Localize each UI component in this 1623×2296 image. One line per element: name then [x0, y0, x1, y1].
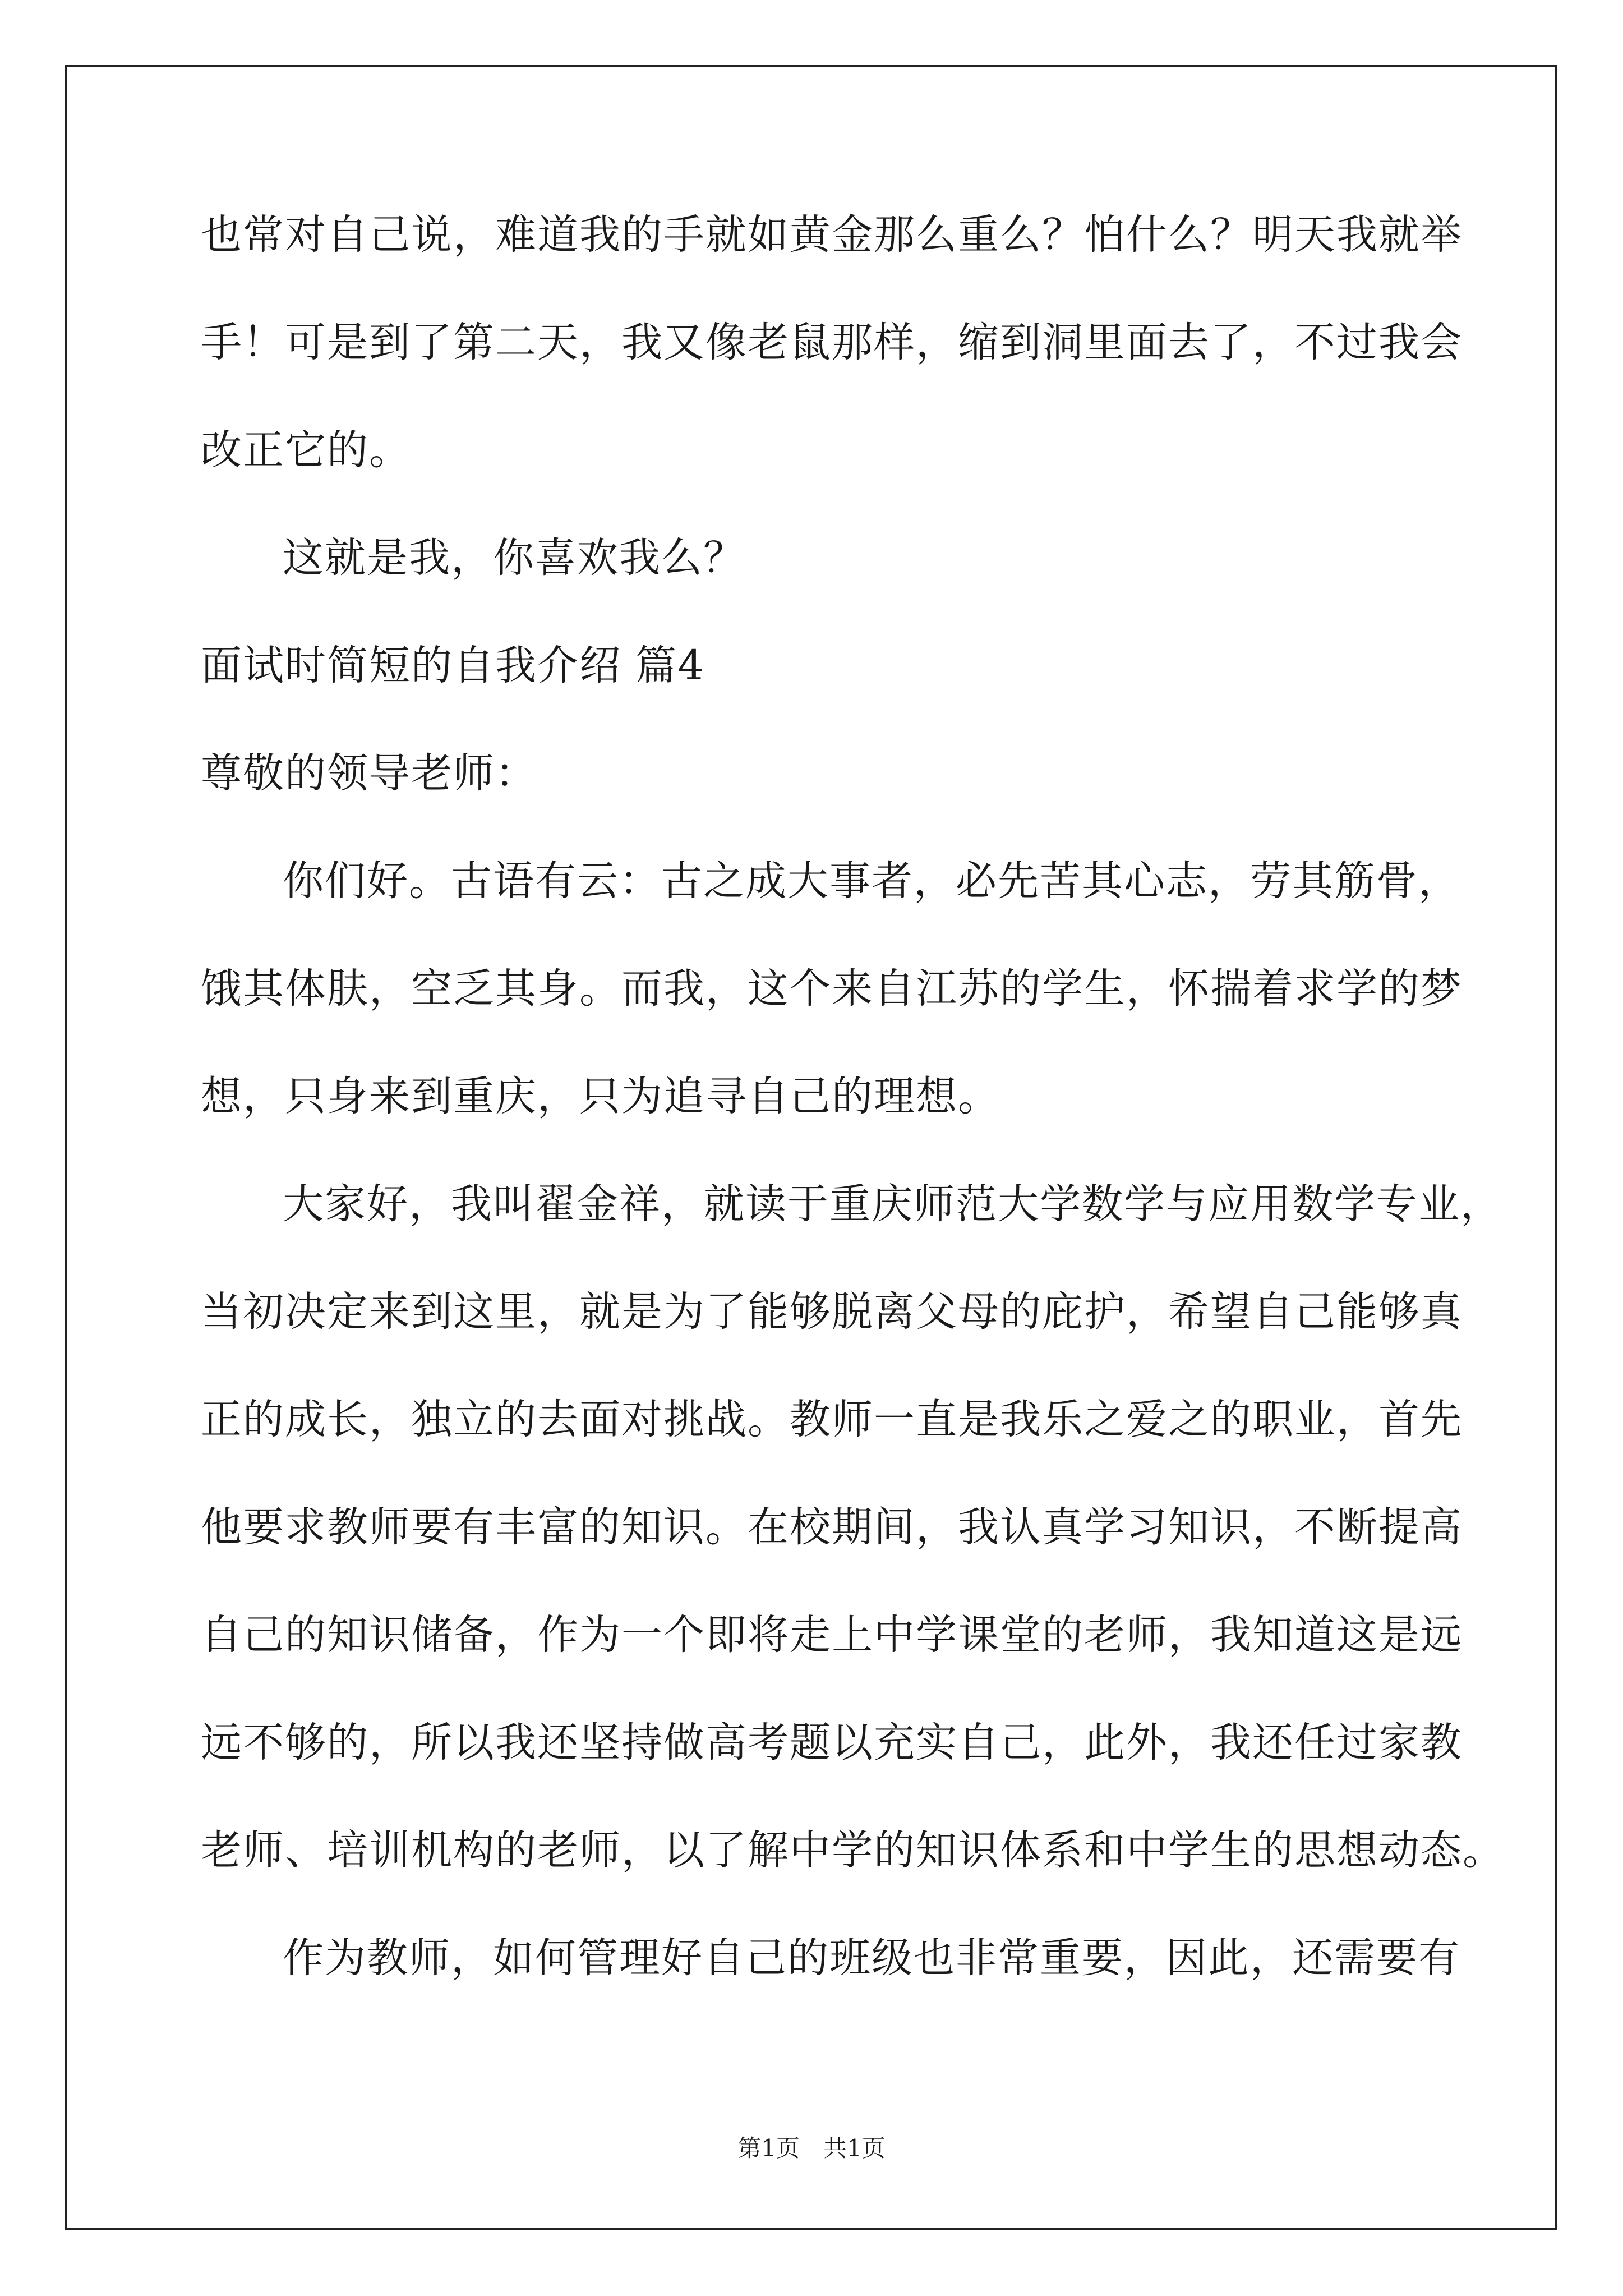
text-line: 远不够的，所以我还坚持做高考题以充实自己，此外，我还任过家教	[201, 1719, 1463, 1766]
text-line: 作为教师，如何管理好自己的班级也非常重要，因此，还需要有	[283, 1934, 1460, 1982]
page-footer: 第1页 共1页	[737, 2134, 886, 2162]
text-line: 饿其体肤，空乏其身。而我，这个来自江苏的学生，怀揣着求学的梦	[201, 965, 1463, 1013]
text-line: 这就是我，你喜欢我么？	[283, 534, 745, 582]
text-line: 老师、培训机构的老师，以了解中学的知识体系和中学生的思想动态。	[201, 1826, 1505, 1874]
text-line: 你们好。古语有云：古之成大事者，必先苦其心志，劳其筋骨，	[283, 857, 1460, 905]
text-line: 正的成长，独立的去面对挑战。教师一直是我乐之爱之的职业，首先	[201, 1396, 1463, 1443]
text-line: 他要求教师要有丰富的知识。在校期间，我认真学习知识，不断提高	[201, 1503, 1463, 1551]
section-heading: 面试时简短的自我介绍 篇4	[201, 642, 705, 689]
salutation: 尊敬的领导老师：	[201, 749, 537, 797]
text-line: 大家好，我叫翟金祥，就读于重庆师范大学数学与应用数学专业，	[283, 1180, 1502, 1228]
text-line: 当初决定来到这里，就是为了能够脱离父母的庇护，希望自己能够真	[201, 1288, 1463, 1336]
page-border	[65, 65, 1557, 2230]
text-line: 想，只身来到重庆，只为追寻自己的理想。	[201, 1073, 1000, 1120]
text-line: 自己的知识储备，作为一个即将走上中学课堂的老师，我知道这是远	[201, 1611, 1463, 1659]
text-line: 手！可是到了第二天，我又像老鼠那样，缩到洞里面去了，不过我会	[201, 319, 1463, 366]
text-line: 改正它的。	[201, 426, 411, 474]
text-line: 也常对自己说，难道我的手就如黄金那么重么？怕什么？明天我就举	[201, 211, 1463, 259]
